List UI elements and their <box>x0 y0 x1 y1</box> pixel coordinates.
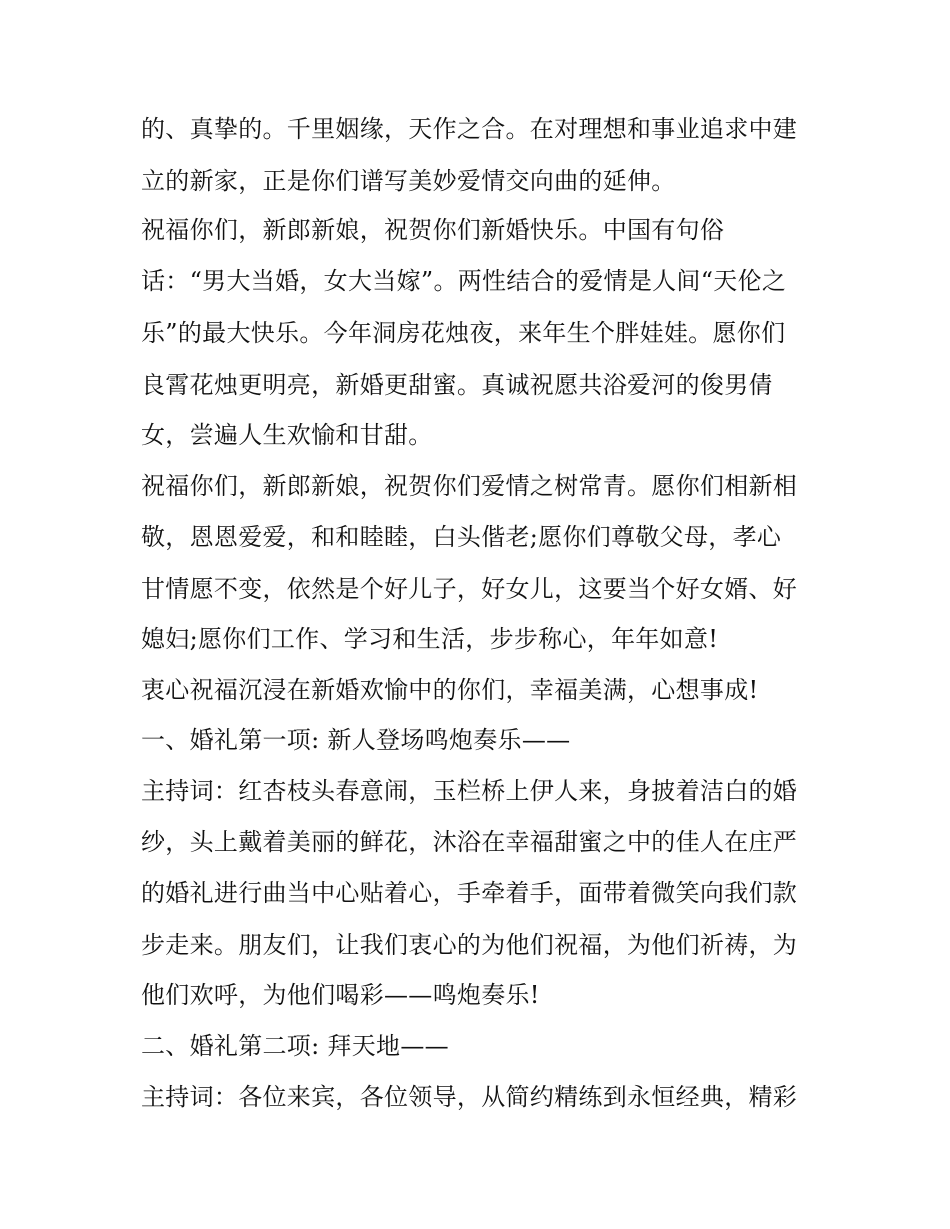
text-line: 女，尝遍人生欢愉和甘甜。 <box>141 421 433 449</box>
text-line: 乐”的最大快乐。今年洞房花烛夜，来年生个胖娃娃。愿你们 <box>141 319 786 347</box>
text-line: 良霄花烛更明亮，新婚更甜蜜。真诚祝愿共浴爱河的俊男倩 <box>141 371 773 399</box>
text-line: 敬，恩恩爱爱，和和睦睦，白头偕老;愿你们尊敬父母，孝心 <box>141 523 782 551</box>
text-line: 媳妇;愿你们工作、学习和生活，步步称心，年年如意! <box>141 625 719 653</box>
text-line: 他们欢呼，为他们喝彩——鸣炮奏乐! <box>141 981 540 1009</box>
text-line: 话：“男大当婚，女大当嫁”。两性结合的爱情是人间“天伦之 <box>141 267 787 295</box>
text-line: 主持词：各位来宾，各位领导，从简约精练到永恒经典，精彩 <box>141 1083 798 1111</box>
text-line: 的婚礼进行曲当中心贴着心，手牵着手，面带着微笑向我们款 <box>141 879 798 907</box>
section-heading: 一、婚礼第一项: 新人登场鸣炮奏乐—— <box>141 726 571 754</box>
section-heading: 二、婚礼第二项: 拜天地—— <box>141 1032 449 1060</box>
text-line: 甘情愿不变，依然是个好儿子，好女儿，这要当个好女婿、好 <box>141 575 798 603</box>
text-line: 衷心祝福沉浸在新婚欢愉中的你们，幸福美满，心想事成! <box>141 676 759 704</box>
text-line: 祝福你们，新郎新娘，祝贺你们新婚快乐。中国有句俗 <box>141 216 725 244</box>
text-line: 立的新家，正是你们谱写美妙爱情交向曲的延伸。 <box>141 167 676 195</box>
text-line: 主持词：红杏枝头春意闹，玉栏桥上伊人来，身披着洁白的婚 <box>141 777 798 805</box>
text-line: 祝福你们，新郎新娘，祝贺你们爱情之树常青。愿你们相新相 <box>141 472 798 500</box>
text-line: 的、真挚的。千里姻缘，天作之合。在对理想和事业追求中建 <box>141 115 798 143</box>
text-line: 步走来。朋友们，让我们衷心的为他们祝福，为他们祈祷，为 <box>141 931 798 959</box>
text-line: 纱，头上戴着美丽的鲜花，沐浴在幸福甜蜜之中的佳人在庄严 <box>141 828 798 856</box>
